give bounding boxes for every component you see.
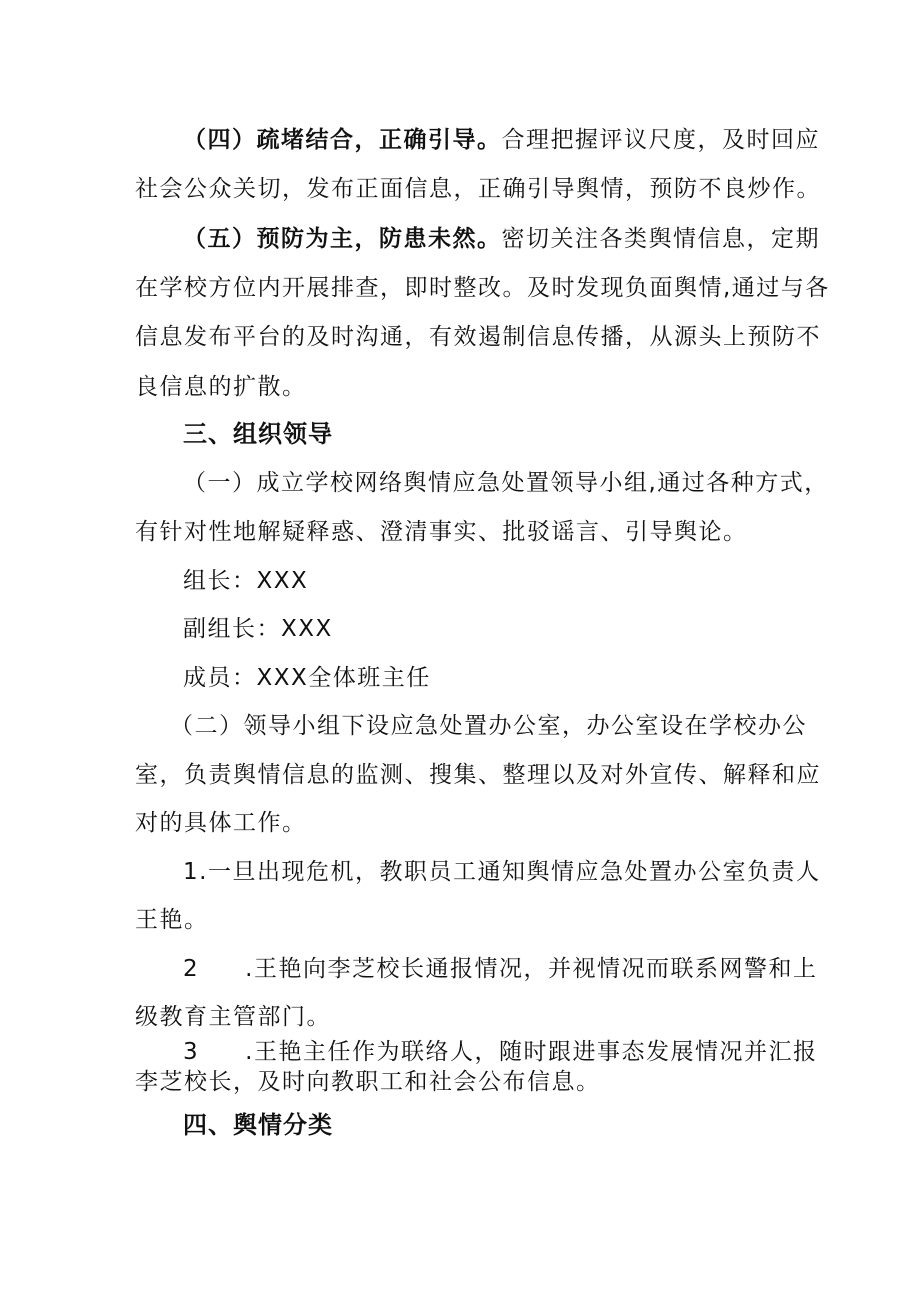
- step-two-line-1: [183, 954, 817, 984]
- step-two-line-2: 级教育主管部门。: [135, 1004, 331, 1030]
- paragraph-five-line-1: [183, 224, 820, 254]
- section-heading-four: 四、舆情分类: [183, 1111, 333, 1139]
- step-three-line-2: 李芝校长，及时向教职工和社会公布信息。: [135, 1069, 601, 1095]
- paragraph-five-line-3: 信息发布平台的及时沟通，有效遏制信息传播，从源头上预防不: [135, 324, 821, 350]
- paragraph-five-line-2: 在学校方位内开展排查，即时整改。及时发现负面舆情,通过与各: [135, 275, 830, 301]
- leader-line: 组长：XXX: [183, 568, 309, 594]
- org-item-one-line-1: （一）成立学校网络舆情应急处置领导小组,通过各种方式，: [183, 470, 829, 496]
- step-two-number: 2: [183, 956, 200, 982]
- paragraph-four-text: 合理把握评议尺度，及时回应: [501, 127, 820, 153]
- org-item-one-line-2: 有针对性地解疑释惑、澄清事实、批驳谣言、引导舆论。: [135, 519, 748, 545]
- step-one-line-1: 1.一旦出现危机，教职员工通知舆情应急处置办公室负责人: [183, 859, 821, 885]
- step-one-line-2: 王艳。: [135, 907, 209, 933]
- org-item-two-line-2: 室，负责舆情信息的监测、搜集、整理以及对外宣传、解释和应: [135, 762, 821, 788]
- step-three-line-1: [183, 1037, 817, 1067]
- deputy-line: 副组长：XXX: [183, 616, 333, 642]
- section-heading-three: 三、组织领导: [183, 420, 333, 448]
- step-three-number: 3: [183, 1039, 200, 1065]
- paragraph-four-line-1: [183, 125, 820, 155]
- step-three-text: .王艳主任作为联络人，随时跟进事态发展情况并汇报: [245, 1039, 818, 1065]
- paragraph-five-text: 密切关注各类舆情信息，定期: [501, 226, 820, 252]
- paragraph-five-lead: （五）预防为主，防患未然。: [183, 226, 502, 252]
- paragraph-four-line-2: 社会公众关切，发布正面信息，正确引导舆情，预防不良炒作。: [135, 176, 821, 202]
- paragraph-five-line-4: 良信息的扩散。: [135, 374, 307, 400]
- org-item-two-line-1: （二）领导小组下设应急处置办公室，办公室设在学校办公: [170, 713, 807, 739]
- step-two-text: .王艳向李芝校长通报情况，并视情况而联系网警和上: [245, 956, 818, 982]
- org-item-two-line-3: 对的具体工作。: [135, 810, 307, 836]
- paragraph-four-lead: （四）疏堵结合，正确引导。: [183, 127, 502, 153]
- members-line: 成员：XXX全体班主任: [183, 665, 431, 691]
